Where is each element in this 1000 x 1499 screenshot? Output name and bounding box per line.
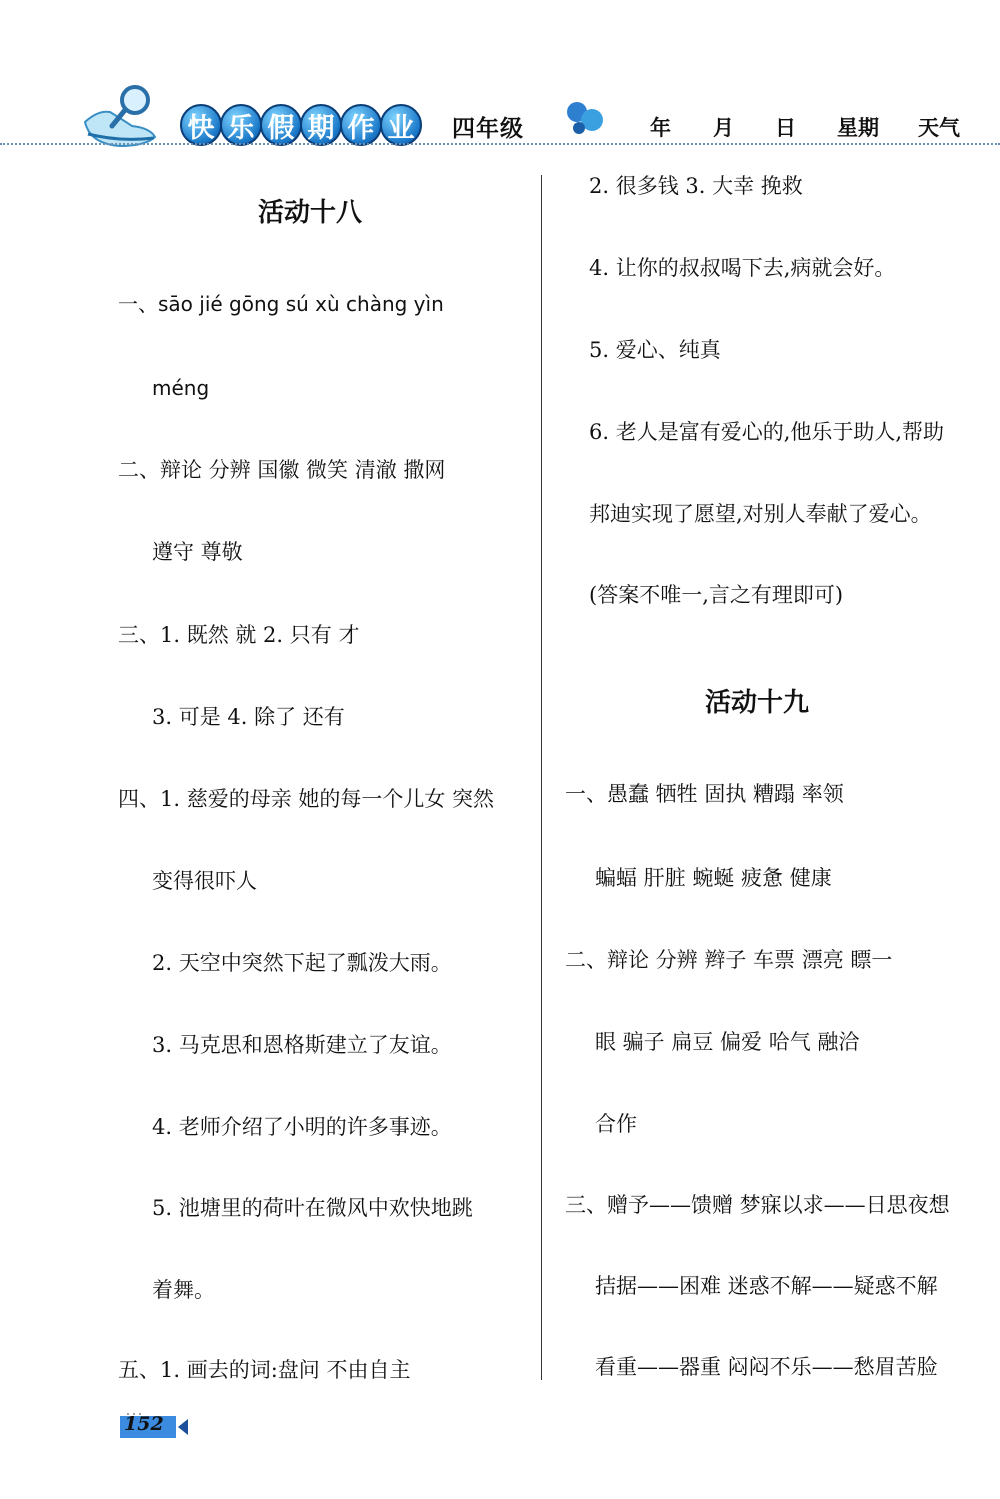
answer-line: 一、愚蠢 牺牲 固执 糟蹋 率领 — [565, 782, 844, 806]
answer-line: méng — [152, 376, 210, 400]
year-label: 年 — [650, 116, 671, 140]
month-label: 月 — [713, 116, 734, 140]
header-divider — [0, 143, 1000, 145]
answer-line: 4. 让你的叔叔喝下去,病就会好。 — [589, 256, 896, 280]
magnifier-sneaker-logo-icon — [80, 82, 165, 152]
answer-line: 拮据——困难 迷惑不解——疑惑不解 — [595, 1274, 938, 1298]
title-char: 乐 — [220, 104, 262, 146]
answer-line: 四、1. 慈爱的母亲 她的每一个儿女 突然 — [118, 787, 495, 811]
book-title — [180, 104, 420, 144]
answer-line: 三、赠予——馈赠 梦寐以求——日思夜想 — [565, 1193, 950, 1217]
section-heading-18: 活动十八 — [258, 198, 363, 228]
answer-line: 着舞。 — [152, 1278, 215, 1302]
answer-line: 变得很吓人 — [152, 869, 257, 893]
title-char: 业 — [380, 104, 422, 146]
answer-line: 二、辩论 分辨 辫子 车票 漂亮 瞟一 — [565, 948, 893, 972]
weekday-label: 星期 — [837, 116, 879, 140]
decorative-balls-icon — [565, 100, 605, 136]
answer-line: 一、sāo jié gōng sú xù chàng yìn — [118, 292, 444, 316]
answer-line: 眼 骗子 扁豆 偏爱 哈气 融洽 — [595, 1030, 860, 1054]
day-label: 日 — [775, 116, 796, 140]
title-char: 快 — [180, 104, 222, 146]
answer-line: 5. 池塘里的荷叶在微风中欢快地跳 — [152, 1196, 473, 1220]
answer-line: 蝙蝠 肝脏 蜿蜒 疲惫 健康 — [595, 866, 832, 890]
answer-line: 6. 老人是富有爱心的,他乐于助人,帮助 — [589, 420, 945, 444]
weather-label: 天气 — [918, 116, 960, 140]
answer-line: 遵守 尊敬 — [152, 540, 243, 564]
answer-line: 二、辩论 分辨 国徽 微笑 清澈 撒网 — [118, 458, 446, 482]
answer-line: 3. 可是 4. 除了 还有 — [152, 705, 345, 729]
grade-label: 四年级 — [452, 116, 524, 142]
title-char: 期 — [300, 104, 342, 146]
answer-line: 合作 — [595, 1112, 637, 1136]
answer-line: 五、1. 画去的词:盘问 不由自主 — [118, 1358, 411, 1382]
page-number: 152 — [124, 1413, 164, 1435]
column-divider — [541, 175, 542, 1380]
section-heading-19: 活动十九 — [705, 688, 810, 718]
answer-line: 看重——器重 闷闷不乐——愁眉苦脸 — [595, 1355, 938, 1379]
page-header — [0, 0, 1000, 160]
answer-line: 3. 马克思和恩格斯建立了友谊。 — [152, 1033, 452, 1057]
answer-line: 三、1. 既然 就 2. 只有 才 — [118, 623, 360, 647]
title-char: 作 — [340, 104, 382, 146]
answer-line: 2. 天空中突然下起了瓢泼大雨。 — [152, 951, 452, 975]
answer-line: 4. 老师介绍了小明的许多事迹。 — [152, 1115, 452, 1139]
answer-line: (答案不唯一,言之有理即可) — [589, 583, 844, 607]
answer-line: 2. 很多钱 3. 大幸 挽救 — [589, 174, 803, 198]
title-char: 假 — [260, 104, 302, 146]
answer-line: 邦迪实现了愿望,对别人奉献了爱心。 — [589, 502, 932, 526]
answer-line: 5. 爱心、纯真 — [589, 338, 721, 362]
